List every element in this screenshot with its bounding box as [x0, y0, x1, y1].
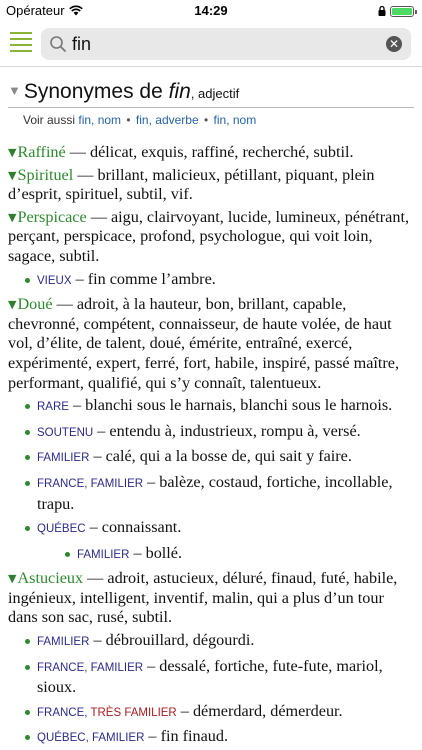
search-bar[interactable]	[41, 28, 411, 60]
group-triangle-icon[interactable]: ▼	[8, 572, 17, 586]
synonym-group	[8, 295, 416, 565]
bullet-icon	[25, 665, 30, 670]
bullet-icon	[25, 455, 30, 460]
synonym-group	[8, 143, 416, 163]
register-tag: FAMILIER	[90, 661, 144, 674]
group-term[interactable]: Spirituel	[17, 165, 74, 184]
heading-part-of-speech: , adjectif	[190, 86, 240, 101]
see-also-link[interactable]: fin, nom	[213, 113, 257, 127]
group-synonyms: — adroit, à la hauteur, bon, brillant, capable, chevronné, compétent, connaisseur, de haute volée, de haut vol, d’élite, de talent, doué, émérite, entraîné, exercé, expérimenté, expert, ferré, fort, habile, inspiré, passé maître, performant, qualifié, qui s’y connaît, talentueux.	[8, 295, 400, 392]
register-tag: TRÈS FAMILIER	[90, 706, 177, 719]
bullet-icon	[25, 710, 30, 715]
register-synonyms: – démerdard, démerdeur.	[176, 701, 343, 720]
clear-search-button[interactable]: ✕	[386, 36, 402, 52]
search-icon	[49, 35, 67, 53]
group-triangle-icon[interactable]: ▼	[8, 168, 17, 182]
group-term[interactable]: Astucieux	[17, 569, 84, 588]
register-tag: QUÉBEC	[37, 523, 86, 536]
register-item	[8, 518, 416, 540]
register-tag: QUÉBEC	[37, 732, 86, 745]
register-item: FRANCE, TRÈS FAMILIER – démerdard, démerdeur.	[8, 702, 416, 724]
register-synonyms: – bollé.	[129, 543, 183, 562]
heading-word: fin	[168, 80, 191, 103]
register-item	[8, 631, 416, 653]
battery-area	[377, 5, 414, 17]
synonym-list	[8, 143, 416, 750]
status-bar	[0, 0, 422, 22]
register-item	[8, 270, 416, 292]
synonym-group	[8, 166, 416, 205]
register-tag: FAMILIER	[77, 548, 130, 561]
menu-line-icon	[10, 32, 32, 34]
group-synonyms: — adroit, astucieux, déluré, finaud, futé, habile, ingénieux, intelligent, inventif, malin, qui a plus d’un tour dans son sac, rusé, subtil.	[8, 569, 398, 627]
bullet-icon	[25, 430, 30, 435]
see-also-link[interactable]: fin, nom	[78, 113, 122, 127]
top-bar	[0, 24, 422, 64]
register-synonyms: – débrouillard, dégourdi.	[89, 631, 255, 650]
group-synonyms: — délicat, exquis, raffiné, recherché, subtil.	[65, 143, 354, 161]
group-term[interactable]: Doué	[17, 295, 53, 314]
group-triangle-icon[interactable]: ▼	[8, 298, 17, 312]
status-time: 14:29	[194, 3, 228, 18]
menu-button[interactable]	[10, 32, 32, 54]
register-tag: FAMILIER	[37, 452, 90, 465]
register-synonyms: – entendu à, industrieux, rompu à, versé.	[93, 421, 361, 440]
register-synonyms: – blanchi sous le harnais, blanchi sous le harnois.	[68, 396, 393, 415]
register-tag: FRANCE	[37, 477, 85, 490]
register-tag: FAMILIER	[91, 732, 145, 745]
header-divider	[0, 66, 422, 67]
register-tag: FAMILIER	[90, 477, 144, 490]
register-synonyms: – connaissant.	[85, 518, 182, 537]
collapse-triangle-icon[interactable]: ▼	[8, 83, 21, 98]
bullet-icon	[25, 481, 30, 486]
group-synonyms: — brillant, malicieux, pétillant, piquant, plein d’esprit, spirituel, subtil, vif.	[8, 165, 375, 204]
group-term[interactable]: Perspicace	[17, 207, 87, 226]
menu-line-icon	[10, 44, 32, 46]
register-item: FRANCE, FAMILIER – dessalé, fortiche, fute-fute, mariol, sioux.	[8, 657, 416, 698]
register-tag: RARE	[37, 401, 69, 414]
heading-divider	[8, 107, 414, 108]
register-item	[8, 422, 416, 444]
menu-line-icon	[10, 38, 32, 40]
bullet-icon	[25, 735, 30, 740]
battery-icon	[390, 6, 414, 17]
bullet-icon	[25, 526, 30, 531]
bullet-icon	[65, 552, 70, 557]
see-also: Voir aussi fin, nom • fin, adverbe • fin, nom	[23, 113, 257, 127]
rotation-lock-icon	[377, 5, 387, 17]
register-item: FRANCE, FAMILIER – balèze, costaud, fortiche, incollable, trapu.	[8, 473, 416, 514]
synonym-group	[8, 208, 416, 291]
register-item	[8, 396, 416, 418]
see-also-label: Voir aussi	[23, 113, 79, 127]
register-item	[8, 447, 416, 469]
register-tag: VIEUX	[37, 274, 72, 287]
bullet-icon	[25, 639, 30, 644]
register-item: QUÉBEC, FAMILIER – fin finaud.	[8, 727, 416, 749]
heading-prefix: Synonymes de	[23, 80, 169, 103]
register-synonyms: – fin finaud.	[144, 727, 228, 746]
synonym-group	[8, 569, 416, 749]
register-synonyms: – fin comme l’ambre.	[71, 269, 216, 288]
group-term[interactable]: Raffiné	[17, 143, 66, 161]
register-tag: SOUTENU	[37, 426, 94, 439]
see-also-link[interactable]: fin, adverbe	[135, 113, 199, 127]
register-tag: FAMILIER	[37, 636, 90, 649]
register-item	[8, 544, 416, 566]
carrier-name: Opérateur	[6, 3, 65, 18]
bullet-icon	[25, 278, 30, 283]
menu-line-icon	[10, 50, 32, 52]
group-triangle-icon[interactable]: ▼	[8, 146, 17, 159]
search-input[interactable]	[72, 31, 382, 57]
bullet-icon	[25, 404, 30, 409]
register-synonyms: – dessalé, fortiche, fute-fute, mariol, sioux.	[37, 656, 383, 697]
register-synonyms: – balèze, costaud, fortiche, incollable, trapu.	[37, 472, 393, 513]
register-tag: FRANCE	[37, 706, 85, 719]
register-tag: FRANCE	[37, 661, 85, 674]
group-synonyms: — aigu, clairvoyant, lucide, lumineux, pénétrant, perçant, perspicace, profond, psychologue, qui voit loin, sagace, subtil.	[8, 207, 409, 265]
register-synonyms: – calé, qui a la bosse de, qui sait y faire.	[89, 447, 352, 466]
entry-heading	[8, 80, 414, 104]
group-triangle-icon[interactable]: ▼	[8, 210, 17, 224]
